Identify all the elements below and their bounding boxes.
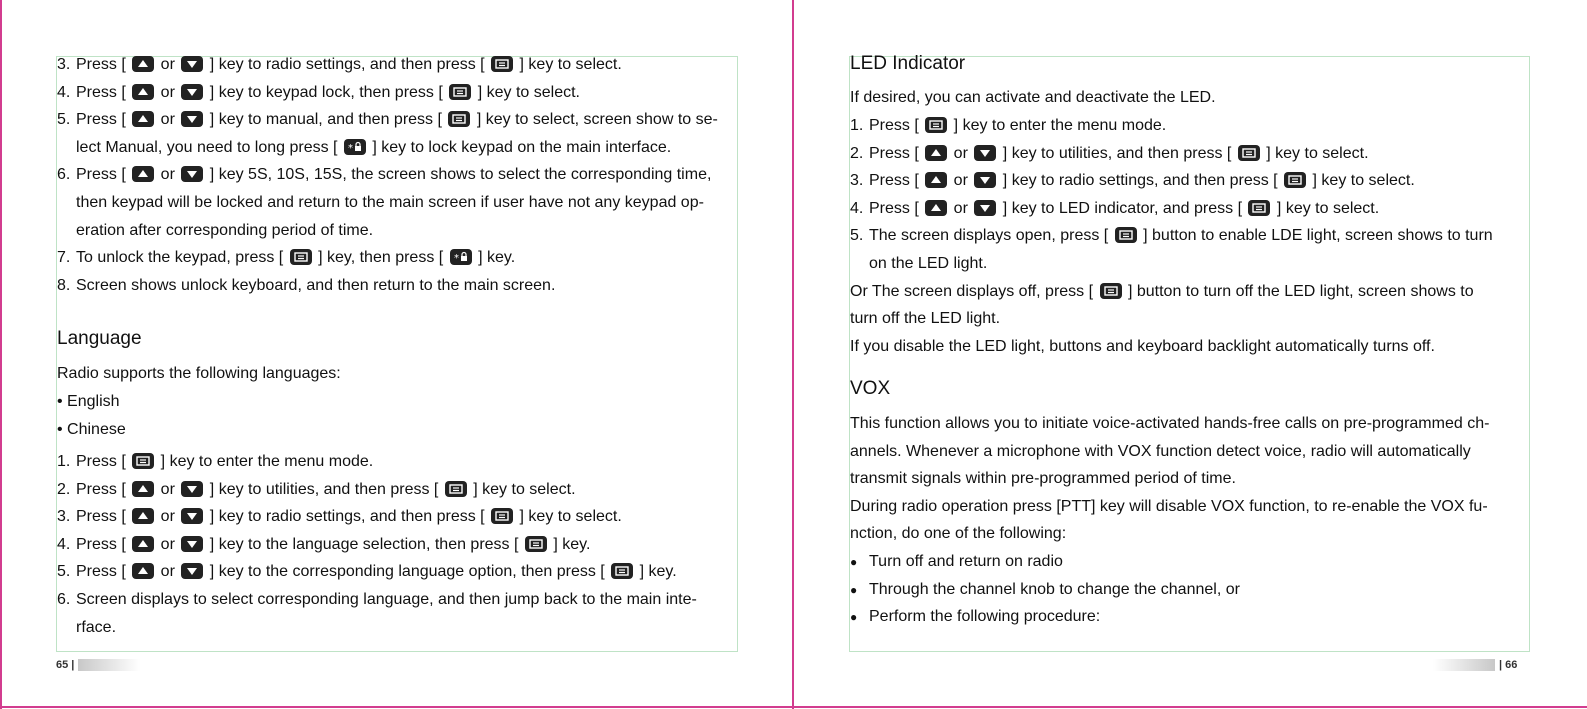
frame-border-middle (792, 0, 794, 709)
folio-gradient-bar-right (1433, 659, 1495, 671)
text-fragment: eration after corresponding period of time. (76, 221, 374, 239)
star-lock-key-icon (450, 249, 472, 265)
language-step (57, 535, 737, 555)
text-fragment: Press [ (76, 508, 131, 526)
text-fragment: lect Manual, you need to long press [ (76, 138, 342, 156)
step-number: 5. (57, 563, 71, 581)
led-note-line (850, 337, 1529, 357)
svg-text:*: * (453, 253, 459, 265)
text-fragment: Press [ (76, 56, 131, 73)
up-arrow-key-icon (925, 145, 947, 161)
vox-paragraph-line: annels. Whenever a microphone with VOX function detect voice, radio will automatically (850, 442, 1471, 460)
language-list-item: • Chinese (57, 420, 126, 438)
text-fragment: or (156, 56, 180, 73)
menu-key-icon (1238, 145, 1260, 161)
text-fragment: Press [ (76, 111, 131, 129)
led-step (850, 144, 1529, 164)
menu-key-icon (611, 563, 633, 579)
vox-option-text: Through the channel knob to change the channel, or (869, 580, 1240, 598)
menu-key-icon (132, 453, 154, 469)
text-fragment: ] key. (473, 249, 516, 267)
keypad-lock-step (57, 165, 737, 185)
menu-key-icon (290, 249, 312, 265)
led-step (850, 226, 1529, 246)
text-fragment: or (156, 508, 180, 526)
down-arrow-key-icon (181, 166, 203, 182)
text-fragment: ] key 5S, 10S, 15S, the screen shows to select the corresponding time, (205, 166, 712, 184)
menu-key-icon (1100, 283, 1122, 299)
text-fragment: ] key to radio settings, and then press [ (205, 508, 490, 526)
step-number: 6. (57, 166, 71, 184)
menu-key-icon (1115, 227, 1137, 243)
down-arrow-key-icon (181, 56, 203, 72)
language-step (57, 618, 737, 638)
keypad-lock-step (57, 221, 737, 241)
text-fragment: rface. (76, 618, 117, 636)
step-number: 4. (57, 83, 71, 101)
menu-key-icon (1284, 172, 1306, 188)
step-number: 7. (57, 249, 71, 267)
text-fragment: or (949, 172, 973, 190)
text-fragment: ] key to radio settings, and then press [ (998, 172, 1283, 190)
menu-key-icon (925, 117, 947, 133)
up-arrow-key-icon (132, 563, 154, 579)
up-arrow-key-icon (132, 481, 154, 497)
text-fragment: ] key to utilities, and then press [ (998, 144, 1236, 162)
menu-key-icon (525, 536, 547, 552)
step-number: 3. (57, 56, 71, 73)
down-arrow-key-icon (974, 172, 996, 188)
menu-key-icon (491, 508, 513, 524)
text-fragment: ] key to select. (1272, 199, 1380, 217)
frame-border-left (0, 0, 2, 709)
text-fragment: ] key to select, screen show to se- (472, 111, 718, 129)
step-number: 6. (57, 591, 71, 608)
text-fragment: ] key to LED indicator, and press [ (998, 199, 1247, 217)
keypad-lock-step (57, 248, 737, 268)
text-fragment: Press [ (76, 166, 131, 184)
vox-heading: VOX (850, 378, 891, 399)
bullet-icon: ● (850, 555, 858, 569)
vox-option-item (850, 552, 1529, 572)
text-fragment: ] key to select. (473, 83, 580, 101)
language-heading: Language (57, 328, 142, 349)
text-fragment: Press [ (76, 83, 131, 101)
text-fragment: Press [ (869, 117, 924, 134)
text-fragment: on the LED light. (869, 255, 988, 272)
menu-key-icon (448, 111, 470, 127)
up-arrow-key-icon (132, 508, 154, 524)
up-arrow-key-icon (132, 536, 154, 552)
text-fragment: or (156, 480, 180, 498)
page-number-right: | 66 (1499, 659, 1518, 671)
down-arrow-key-icon (181, 563, 203, 579)
text-fragment: Screen shows unlock keyboard, and then return to the main screen. (76, 276, 556, 294)
up-arrow-key-icon (132, 84, 154, 100)
language-step (57, 507, 737, 527)
text-fragment: Press [ (76, 480, 131, 498)
text-fragment: ] key. (635, 563, 677, 581)
text-fragment: ] key to select. (515, 56, 622, 73)
page-66 (793, 0, 1587, 709)
led-step (850, 171, 1529, 191)
text-fragment: Press [ (869, 144, 924, 162)
down-arrow-key-icon (974, 200, 996, 216)
text-fragment: ] key. (548, 535, 591, 553)
language-list-item: • English (57, 393, 120, 410)
keypad-lock-step (57, 55, 737, 75)
text-fragment: ] key to utilities, and then press [ (205, 480, 443, 498)
down-arrow-key-icon (181, 508, 203, 524)
step-number: 3. (850, 172, 864, 190)
star-lock-key-icon (344, 139, 366, 155)
text-fragment: ] key to the corresponding language option, then press [ (205, 563, 610, 581)
up-arrow-key-icon (132, 166, 154, 182)
left-content-box (56, 56, 738, 652)
menu-key-icon (491, 56, 513, 72)
svg-text:*: * (347, 142, 353, 154)
down-arrow-key-icon (181, 84, 203, 100)
language-step (57, 480, 737, 500)
text-fragment: or (156, 166, 180, 184)
up-arrow-key-icon (132, 56, 154, 72)
step-number: 2. (850, 144, 864, 162)
down-arrow-key-icon (181, 111, 203, 127)
bullet-icon: ● (850, 610, 858, 625)
vox-paragraph-line: During radio operation press [PTT] key will disable VOX function, to re-enable the VOX fu- (850, 497, 1488, 515)
text-fragment: ] key to lock keypad on the main interface. (367, 138, 672, 156)
down-arrow-key-icon (974, 145, 996, 161)
step-number: 3. (57, 508, 71, 526)
step-number: 4. (57, 535, 71, 553)
step-number: 5. (57, 111, 71, 129)
text-fragment: Press [ (76, 563, 131, 581)
vox-paragraph-line: transmit signals within pre-programmed period of time. (850, 470, 1236, 488)
down-arrow-key-icon (181, 536, 203, 552)
text-fragment: or (156, 563, 180, 581)
text-fragment: Press [ (869, 199, 924, 217)
keypad-lock-step (57, 110, 737, 130)
led-step (850, 116, 1529, 136)
menu-key-icon (445, 481, 467, 497)
text-fragment: ] key to select. (515, 508, 622, 526)
bullet-icon: ● (850, 582, 858, 597)
text-fragment: ] key to select. (1308, 172, 1415, 190)
step-number: 5. (850, 227, 864, 245)
text-fragment: ] key to keypad lock, then press [ (205, 83, 448, 101)
keypad-lock-step (57, 276, 737, 296)
text-fragment: The screen displays open, press [ (869, 227, 1113, 245)
text-fragment: ] key, then press [ (313, 249, 448, 267)
text-fragment: Press [ (869, 172, 924, 190)
led-heading: LED Indicator (850, 53, 966, 74)
page-65 (0, 0, 793, 709)
keypad-lock-step (57, 138, 737, 158)
text-fragment: ] button to turn off the LED light, screen shows to (1123, 282, 1474, 300)
text-fragment: or (156, 83, 180, 101)
text-fragment: Or The screen displays off, press [ (850, 282, 1098, 300)
text-fragment: ] key to select. (1261, 144, 1369, 162)
led-intro: If desired, you can activate and deactivate the LED. (850, 89, 1216, 106)
text-fragment: or (949, 199, 973, 217)
text-fragment: If you disable the LED light, buttons and keyboard backlight automatically turns off. (850, 337, 1435, 355)
vox-option-text: Turn off and return on radio (869, 553, 1063, 570)
led-note-line (850, 282, 1529, 302)
text-fragment: Press [ (76, 535, 131, 553)
text-fragment: ] button to enable LDE light, screen shows to turn (1138, 227, 1493, 245)
language-step (57, 452, 737, 472)
text-fragment: ] key to select. (468, 480, 576, 498)
step-number: 1. (57, 453, 71, 470)
text-fragment: or (949, 144, 973, 162)
vox-option-text: Perform the following procedure: (869, 608, 1101, 626)
text-fragment: turn off the LED light. (850, 310, 1001, 328)
text-fragment: ] key to enter the menu mode. (156, 453, 374, 470)
right-content-box (849, 53, 1530, 652)
text-fragment: ] key to the language selection, then press [ (205, 535, 523, 553)
down-arrow-key-icon (181, 481, 203, 497)
up-arrow-key-icon (925, 200, 947, 216)
step-number: 1. (850, 117, 864, 134)
up-arrow-key-icon (925, 172, 947, 188)
text-fragment: Screen displays to select corresponding language, and then jump back to the main inte- (76, 591, 697, 608)
text-fragment: or (156, 111, 180, 129)
led-note-line (850, 309, 1529, 329)
vox-paragraph-line: This function allows you to initiate voice-activated hands-free calls on pre-programmed ch- (850, 415, 1490, 432)
up-arrow-key-icon (132, 111, 154, 127)
keypad-lock-step (57, 83, 737, 103)
vox-option-item (850, 580, 1529, 600)
step-number: 2. (57, 480, 71, 498)
keypad-lock-step (57, 193, 737, 213)
text-fragment: To unlock the keypad, press [ (76, 249, 288, 267)
text-fragment: ] key to manual, and then press [ (205, 111, 447, 129)
folio-gradient-bar-left (78, 659, 140, 671)
led-step (850, 199, 1529, 219)
menu-key-icon (1248, 200, 1270, 216)
language-intro: Radio supports the following languages: (57, 365, 341, 382)
vox-option-item (850, 607, 1529, 627)
vox-paragraph-line: nction, do one of the following: (850, 525, 1067, 543)
step-number: 4. (850, 199, 864, 217)
text-fragment: ] key to radio settings, and then press [ (205, 56, 490, 73)
frame-border-bottom (0, 706, 1587, 708)
language-step (57, 590, 737, 610)
text-fragment: ] key to enter the menu mode. (949, 117, 1167, 134)
text-fragment: or (156, 535, 180, 553)
text-fragment: Press [ (76, 453, 131, 470)
led-step (850, 254, 1529, 274)
step-number: 8. (57, 276, 71, 294)
page-number-left: 65 | (56, 659, 75, 671)
text-fragment: then keypad will be locked and return to the main screen if user have not any keypad op- (76, 194, 704, 211)
language-step (57, 562, 737, 582)
menu-key-icon (449, 84, 471, 100)
